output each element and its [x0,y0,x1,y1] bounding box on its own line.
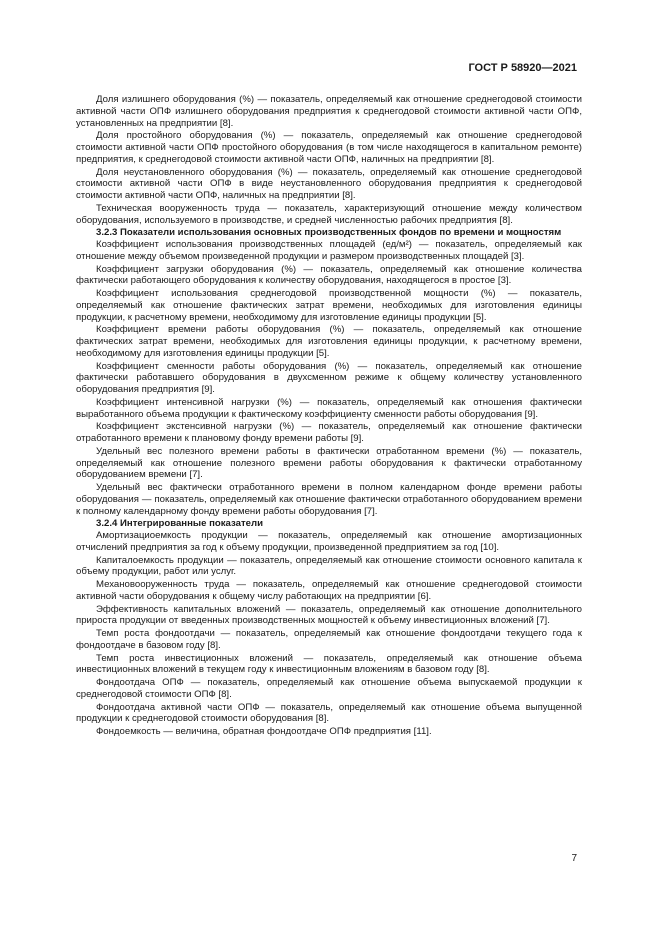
paragraph: Техническая вооруженность труда — показатель, характеризующий отношение между количеством оборудования, используемого в производстве, и средней численностью рабочих предприятия [8]. [76,202,582,226]
paragraph: Фондоотдача активной части ОПФ — показатель, определяемый как отношение объема выпущенной продукции к среднегодовой стоимости оборудования [8]. [76,701,582,725]
paragraph: Удельный вес фактически отработанного времени в полном календарном фонде времени работы оборудования — показатель, определяемый как отношение фактически отработанного оборудованием времени к полному календарному фонду времени работы оборудования [7]. [76,482,582,517]
paragraph: Механовооруженность труда — показатель, определяемый как отношение среднегодовой стоимости активной части оборудования к общему числу работающих на предприятии [6]. [76,579,582,602]
page-number: 7 [571,853,577,864]
paragraph: Коэффициент времени работы оборудования (%) — показатель, определяемый как отношение фактических затрат времени, необходимых для изготовления единицы продукции, к расчетному времени, необходимому для изготовления единицы продукции [5]. [76,324,582,359]
paragraph: Коэффициент использования среднегодовой производственной мощности (%) — показатель, определяемый как отношение фактических затрат времени, необходимых для изготовления единицы продукции, к расчетному времени, необходимому для изготовление единицы продукции [5]. [76,288,582,323]
paragraph: Коэффициент использования производственных площадей (ед/м²) — показатель, определяемый как отношение между объемом произведенной продукции и размером производственных площадей [3]. [76,239,582,262]
paragraph: Фондоемкость — величина, обратная фондоотдаче ОПФ предприятия [11]. [96,726,432,737]
paragraph: Амортизациоемкость продукции — показатель, определяемый как отношение амортизационных отчислений предприятия за год к объему продукции, произведенной предприятием за год [10]. [76,530,582,553]
section-heading: 3.2.3 Показатели использования основных производственных фондов по времени и мощностям [96,227,562,239]
paragraph: Темп роста фондоотдачи — показатель, определяемый как отношение фондоотдачи текущего года к фондоотдаче в базовом году [8]. [76,628,582,651]
paragraph: Коэффициент экстенсивной нагрузки (%) — показатель, определяемый как отношение фактически отработанного времени к плановому фонду времени работы [9]. [76,421,582,444]
paragraph: Доля излишнего оборудования (%) — показатель, определяемый как отношение среднегодовой стоимости активной части ОПФ излишнего оборудования предприятия к среднегодовой стоимости активной части ОПФ, установленных на предприятии [8]. [76,94,582,129]
document-body [76,94,582,738]
paragraph: Доля простойного оборудования (%) — показатель, определяемый как отношение среднегодовой стоимости активной части ОПФ простойного оборудования (в том числе находящегося в капитальном ремонте) предприятия, к среднегодовой стоимости активной части ОПФ, наличных на предприятии [8]. [76,130,582,165]
paragraph: Удельный вес полезного времени работы в фактически отработанном времени (%) — показатель, определяемый как отношение полезного времени работы оборудования к фактически отработанному оборудованием времени [7]. [76,445,582,481]
paragraph: Темп роста инвестиционных вложений — показатель, определяемый как отношение объема инвестиционных вложений в текущем году к инвестиционным вложениям в базовом году [8]. [76,652,582,676]
paragraph: Коэффициент сменности работы оборудования (%) — показатель, определяемый как отношение фактически работавшего оборудования в двухсменном режиме к общему количеству установленного оборудования предприятия [9]. [76,360,582,395]
paragraph: Капиталоемкость продукции — показатель, определяемый как отношение стоимости основного капитала к объему продукции, работ или услуг. [76,554,582,578]
paragraph: Коэффициент загрузки оборудования (%) — показатель, определяемый как отношение количества фактически работающего оборудования к количеству оборудования, находящегося в простое [3]. [76,263,582,287]
document-header: ГОСТ Р 58920—2021 [468,62,577,74]
section-heading: 3.2.4 Интегрированные показатели [96,518,264,530]
paragraph: Фондоотдача ОПФ — показатель, определяемый как отношение объема выпускаемой продукции к среднегодовой стоимости ОПФ [8]. [76,677,582,700]
paragraph: Доля неустановленного оборудования (%) — показатель, определяемый как отношение среднегодовой стоимости активной части ОПФ в виде неустановленного оборудования предприятия к среднегодовой стоимости активной части ОПФ, наличных на предприятии [8]. [76,166,582,201]
paragraph: Эффективность капитальных вложений — показатель, определяемый как отношение дополнительного прироста продукции от введенных производственных мощностей к объему инвестиционных вложений [7]. [76,603,582,627]
paragraph: Коэффициент интенсивной нагрузки (%) — показатель, определяемый как отношения фактически выработанного объема продукции к фактическому коэффициенту сменности работы оборудования [9]. [76,396,582,420]
